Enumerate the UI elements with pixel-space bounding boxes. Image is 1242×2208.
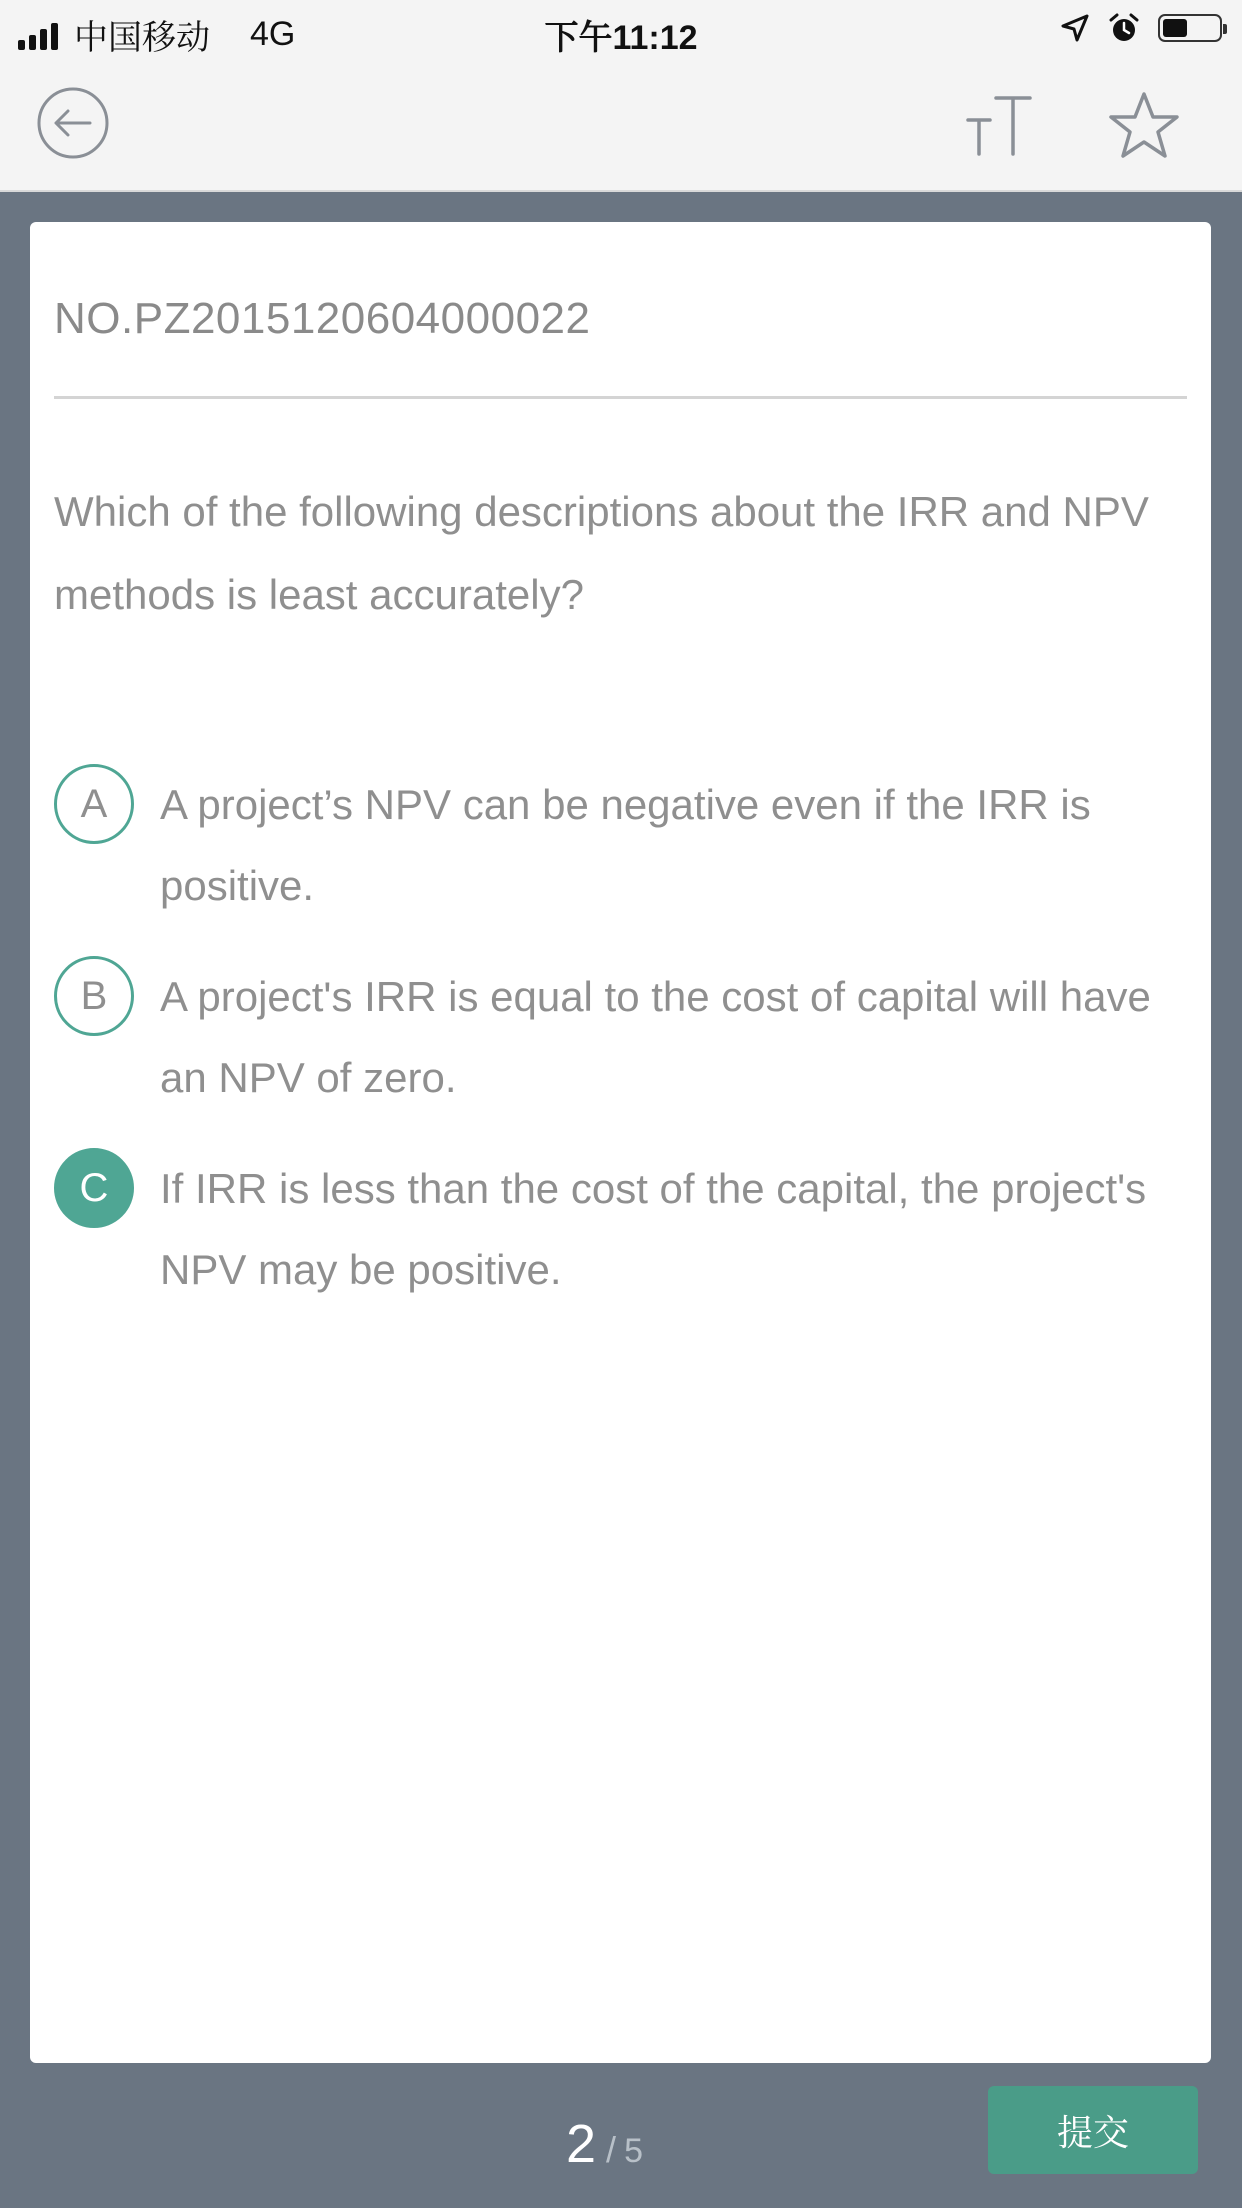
question-text: Which of the following descriptions about the IRR and NPV methods is least accurately? bbox=[54, 488, 1149, 618]
footer-bar bbox=[0, 2063, 1242, 2208]
submit-button[interactable]: 提交 bbox=[988, 2086, 1198, 2174]
carrier-label: 中国移动 bbox=[74, 19, 210, 57]
page-separator: / bbox=[606, 2129, 617, 2170]
battery-icon bbox=[1158, 14, 1222, 42]
option-b-text[interactable]: A project's IRR is equal to the cost of capital will have an NPV of zero. bbox=[160, 973, 1151, 1101]
option-b-letter[interactable]: B bbox=[54, 956, 134, 1036]
status-time: 下午11:12 bbox=[544, 19, 698, 57]
nav-bar bbox=[0, 62, 1242, 192]
question-number: NO.PZ2015120604000022 bbox=[54, 294, 591, 343]
total-pages: 5 bbox=[624, 2132, 643, 2170]
divider bbox=[54, 396, 1187, 399]
font-size-icon[interactable] bbox=[966, 94, 1032, 158]
current-page: 2 bbox=[566, 2114, 597, 2174]
option-a-text[interactable]: A project’s NPV can be negative even if the IRR is positive. bbox=[160, 781, 1091, 909]
location-icon bbox=[1060, 13, 1090, 43]
alarm-icon bbox=[1108, 12, 1140, 44]
status-right bbox=[1060, 12, 1222, 44]
back-arrow-circle-icon[interactable] bbox=[36, 86, 110, 160]
option-a-letter[interactable]: A bbox=[54, 764, 134, 844]
status-bar bbox=[0, 0, 1242, 62]
option-c-text[interactable]: If IRR is less than the cost of the capital, the project's NPV may be positive. bbox=[160, 1165, 1147, 1293]
star-icon[interactable] bbox=[1108, 90, 1180, 160]
question-card bbox=[30, 222, 1211, 2063]
network-label: 4G bbox=[250, 15, 296, 53]
option-c-letter[interactable]: C bbox=[54, 1148, 134, 1228]
page-indicator bbox=[566, 2113, 643, 2175]
